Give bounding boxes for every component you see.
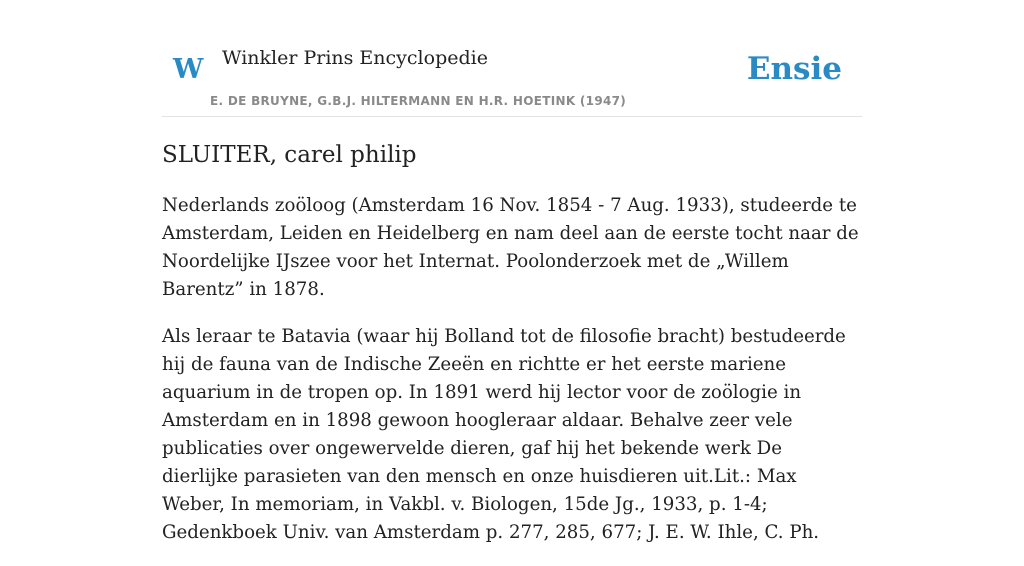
article-paragraph: Nederlands zoöloog (Amsterdam 16 Nov. 1854 - 7 Aug. 1933), studeerde te Amsterdam, Leiden en Heidelberg en nam deel aan de eerste tocht naar de Noordelijke IJszee voor het Internat. Poolonderzoek met de „Willem Barentz” in 1878. — [162, 195, 859, 300]
article-title: SLUITER, carel philip — [162, 142, 417, 168]
authors-line: E. DE BRUYNE, G.B.J. HILTERMANN EN H.R. HOETINK (1947) — [210, 94, 627, 108]
ensie-logo[interactable]: Ensie — [746, 51, 842, 87]
article-body — [162, 192, 862, 566]
winkler-prins-logo-icon[interactable]: W — [173, 54, 204, 85]
article-paragraph: Als leraar te Batavia (waar hij Bolland tot de filosofie bracht) bestudeerde hij de fauna van de Indische Zeeën en richtte er het eerste mariene aquarium in de tropen op. In 1891 werd hij lector voor de zoölogie in Amsterdam en in 1898 gewoon hoogleraar aldaar. Behalve zeer vele publicaties over ongewervelde dieren, gaf hij het bekende werk De dierlijke parasieten van den mensch en onze huisdieren uit.Lit.: Max Weber, In memoriam, in Vakbl. v. Biologen, 15de Jg., 1933, p. 1-4; Gedenkboek Univ. van Amsterdam p. 277, 285, 677; J. E. W. Ihle, C. Ph. — [162, 326, 846, 543]
book-title[interactable]: Winkler Prins Encyclopedie — [222, 47, 488, 69]
header — [162, 0, 862, 117]
